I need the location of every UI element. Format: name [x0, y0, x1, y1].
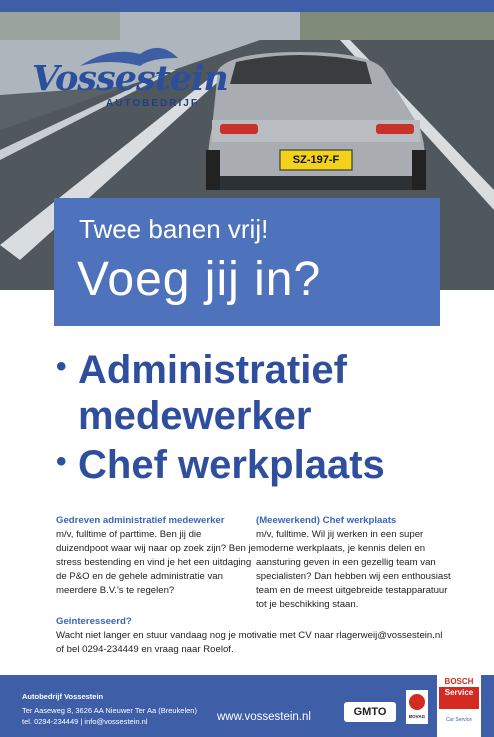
bosch-service-logo	[437, 675, 481, 737]
bovag-label: BOVAG	[408, 714, 426, 719]
interest-title: Geinteresseerd?	[56, 616, 132, 627]
job-body-admin: m/v, fulltime of parttime. Ben jij die duizendpoot waar wij naar op zoek zijn? Ben je stress bestending en vind je het een uitdaging de P&O en de gehele administratie van meerdere B.V.'s te regelen?	[56, 529, 256, 596]
job-bullets	[56, 344, 476, 488]
bullet-item-1	[56, 344, 476, 393]
bosch-car-service-label: Car Service	[445, 717, 473, 723]
interest-line-1: Wacht niet langer en stuur vandaag nog je motivatie met CV naar rlagerweij@vossestein.nl	[56, 630, 443, 641]
brand-name: Vossestein	[32, 58, 228, 99]
bullet-1-line-1: Administratief	[78, 348, 347, 392]
brand-subtitle: AUTOBEDRIJF	[106, 98, 199, 109]
headline-big: Voeg jij in?	[77, 253, 322, 306]
job-description-chef	[256, 514, 456, 612]
bullet-item-2	[56, 439, 476, 488]
job-body-chef: m/v, fulltime. Wil jij werken in een super moderne werkplaats, je kennis delen en aansturing geven in een gezellig team van specialisten? Dan hebben wij een enthousiast team en de meest uitgebreide testapparatuur tot je beschikking staan.	[256, 529, 451, 610]
bullet-2-line-1: Chef werkplaats	[78, 443, 385, 487]
bovag-emblem-icon	[409, 694, 425, 710]
interest-section	[56, 615, 466, 657]
top-bar	[0, 0, 494, 12]
interest-line-2: of bel 0294-234449 en vraag naar Roelof.	[56, 644, 234, 655]
footer-address: Ter Aaseweg 8, 3626 AA Nieuwer Ter Aa (Breukelen)	[22, 706, 197, 715]
bullet-dot-icon: •	[56, 350, 67, 383]
gmto-logo: GMTO	[344, 702, 396, 722]
headline-panel	[54, 198, 440, 326]
job-title-admin: Gedreven administratief medewerker	[56, 515, 225, 526]
bovag-logo	[406, 690, 428, 724]
footer-website-link[interactable]: www.vossestein.nl	[217, 711, 311, 723]
footer-company: Autobedrijf Vossestein	[22, 692, 104, 701]
license-plate: SZ-197-F	[292, 154, 340, 166]
bullet-dot-icon: •	[56, 445, 67, 478]
footer-contact: tel. 0294-234449 | info@vossestein.nl	[22, 717, 148, 726]
headline-small: Twee banen vrij!	[79, 214, 269, 244]
bullet-1-line-2: medewerker	[78, 394, 312, 438]
job-title-chef: (Meewerkend) Chef werkplaats	[256, 515, 397, 526]
bosch-service-label: Service	[439, 687, 479, 709]
job-description-admin	[56, 514, 256, 598]
brand-logo[interactable]	[28, 40, 228, 110]
bosch-label: BOSCH	[444, 677, 474, 686]
footer	[0, 675, 494, 737]
